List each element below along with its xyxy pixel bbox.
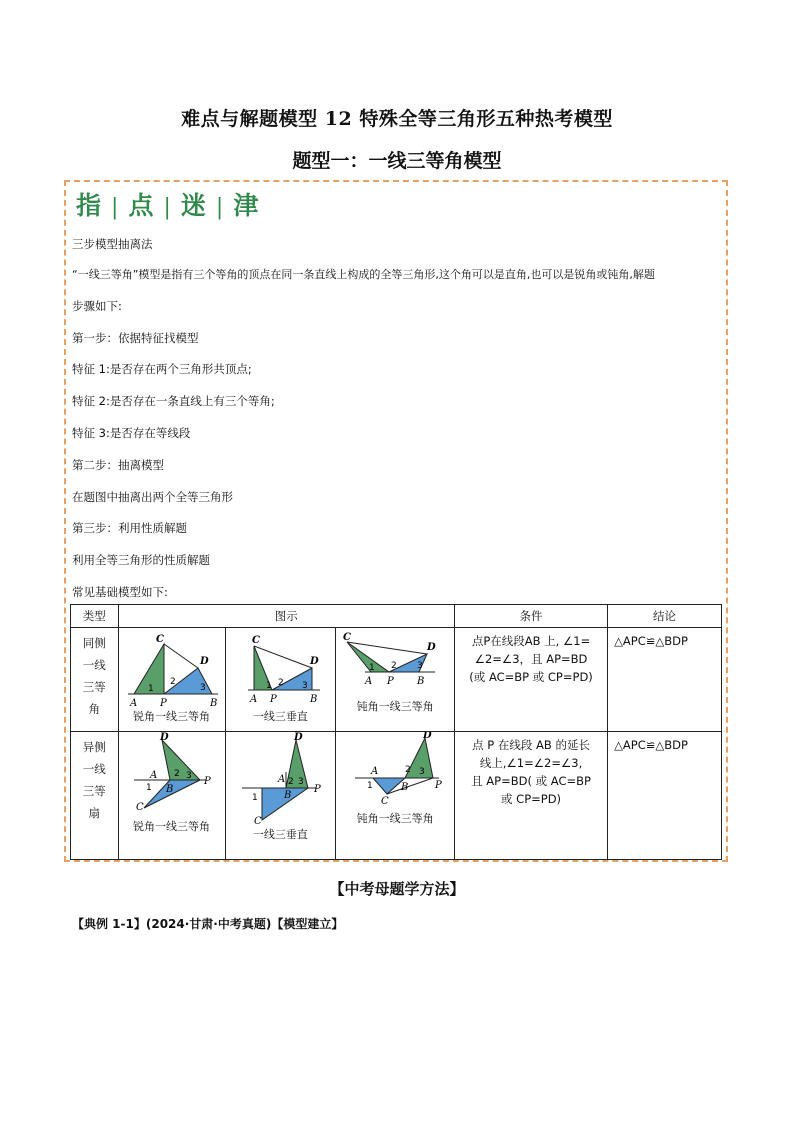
label-b: B	[209, 698, 217, 709]
label-b: B	[310, 694, 318, 705]
label-angle-2: 2	[391, 661, 397, 671]
label-p: P	[159, 698, 167, 709]
type-char: 扇	[88, 806, 101, 820]
label-d: D	[199, 656, 209, 667]
type-char: 一线	[82, 658, 106, 672]
label-a: A	[149, 770, 157, 781]
label-angle-3: 3	[302, 681, 309, 691]
type-char: 异侧	[82, 740, 106, 754]
condition-line: 线上,∠1=∠2=∠3,	[479, 756, 583, 770]
body-line: 在题图中抽离出两个全等三角形	[72, 490, 233, 504]
label-angle-3: 3	[185, 771, 192, 781]
label-c: C	[381, 796, 389, 807]
label-angle-1: 1	[252, 793, 259, 803]
figure-cell	[336, 628, 455, 732]
acute-same-side-figure	[120, 628, 224, 710]
label-b: B	[417, 676, 425, 687]
condition-line: (或 AC=BP 或 CP=PD)	[469, 670, 593, 684]
models-table	[70, 604, 722, 860]
label-a: A	[365, 676, 373, 687]
conclusion-cell: △APC≌△BDP	[608, 628, 722, 732]
section-heading: 【中考母题学方法】	[329, 880, 465, 898]
body-line: 三步模型抽离法	[72, 237, 153, 251]
table-header-row	[71, 605, 722, 628]
body-line: 特征 2:是否存在一条直线上有三个等角;	[72, 394, 275, 408]
condition-line: 或 CP=PD)	[501, 792, 562, 806]
label-d: D	[159, 732, 169, 743]
label-c: C	[252, 635, 261, 646]
header-type: 类型	[71, 605, 119, 628]
table-row	[71, 628, 722, 732]
label-angle-1: 1	[147, 684, 154, 694]
body-line: 特征 3:是否存在等线段	[72, 426, 191, 440]
label-angle-1: 1	[367, 781, 373, 791]
type-char: 角	[88, 702, 101, 716]
type-char: 一线	[82, 762, 106, 776]
label-d: D	[310, 656, 320, 667]
label-angle-2: 2	[278, 678, 285, 688]
perpendicular-opposite-side-figure	[228, 732, 332, 828]
figure-cell	[225, 732, 336, 860]
label-angle-1: 1	[369, 663, 375, 673]
condition-line: 点 P 在线段 AB 的延长	[472, 738, 590, 752]
label-a: A	[278, 774, 286, 785]
label-a: A	[250, 694, 258, 705]
label-d: D	[427, 642, 436, 653]
condition-cell	[455, 732, 608, 860]
label-d: D	[294, 732, 304, 743]
condition-cell	[455, 628, 608, 732]
label-c: C	[155, 634, 164, 645]
figure-cell	[118, 732, 225, 860]
condition-line: ∠2=∠3，且 AP=BD	[474, 652, 588, 666]
figure-cell	[118, 628, 225, 732]
type-char: 同侧	[82, 636, 106, 650]
banner-char: 迷	[180, 191, 208, 220]
type-char: 三等	[82, 680, 106, 694]
label-p: P	[270, 694, 278, 705]
label-b: B	[165, 784, 173, 795]
header-conclusion: 结论	[608, 605, 722, 628]
label-p: P	[314, 784, 322, 795]
figure-caption: 一线三垂直	[252, 710, 308, 723]
label-angle-3: 3	[419, 767, 425, 777]
banner-char: 点	[128, 191, 156, 220]
label-c: C	[343, 632, 352, 643]
type-cell	[71, 732, 119, 860]
label-angle-3: 3	[199, 683, 206, 693]
condition-line: 且 AP=BD( 或 AC=BP	[471, 774, 591, 788]
figure-caption: 钝角一线三等角	[356, 812, 434, 825]
label-p: P	[435, 780, 442, 791]
type-cell	[71, 628, 119, 732]
label-d: D	[423, 732, 432, 741]
body-line: 第三步：利用性质解题	[72, 521, 187, 535]
header-figure: 图示	[118, 605, 454, 628]
conclusion-cell: △APC≌△BDP	[608, 732, 722, 860]
label-angle-2: 2	[405, 765, 411, 775]
condition-line: 点P在线段AB 上, ∠1=	[471, 634, 591, 648]
figure-caption: 锐角一线三等角	[133, 710, 211, 723]
body-line: 第一步：依据特征找模型	[72, 331, 199, 345]
label-angle-2: 2	[169, 677, 176, 687]
body-line: 第二步：抽离模型	[72, 458, 164, 472]
label-c: C	[254, 816, 263, 827]
perpendicular-same-side-figure	[228, 628, 332, 710]
body-line: 步骤如下:	[72, 299, 122, 313]
label-b: B	[284, 790, 292, 801]
label-angle-1: 1	[266, 681, 273, 691]
label-a: A	[129, 698, 137, 709]
body-line: 利用全等三角形的性质解题	[72, 553, 210, 567]
label-angle-2: 2	[173, 769, 180, 779]
page-title: 难点与解题模型 12 特殊全等三角形五种热考模型	[181, 108, 613, 130]
tips-banner: 指 | 点 | 迷 | 津	[76, 191, 261, 220]
label-angle-3: 3	[417, 661, 423, 671]
figure-cell	[336, 732, 455, 860]
label-angle-3: 3	[298, 777, 305, 787]
example-label: 【典例 1-1】(2024·甘肃·中考真题)【模型建立】	[72, 917, 344, 931]
acute-opposite-side-figure	[120, 732, 224, 820]
body-line: 特征 1:是否存在两个三角形共顶点;	[72, 362, 252, 376]
banner-char: 津	[233, 191, 261, 220]
figure-caption: 钝角一线三等角	[356, 700, 434, 713]
label-p: P	[203, 776, 211, 787]
label-angle-1: 1	[145, 783, 152, 793]
table-row	[71, 732, 722, 860]
obtuse-opposite-side-figure	[339, 732, 451, 812]
figure-caption: 锐角一线三等角	[133, 820, 211, 833]
label-angle-2: 2	[288, 777, 295, 787]
label-c: C	[135, 802, 144, 813]
body-line: “一线三等角”模型是指有三个等角的顶点在同一条直线上构成的全等三角形,这个角可以是直角,也可以是锐角或钝角,解题	[72, 268, 655, 281]
header-condition: 条件	[455, 605, 608, 628]
figure-cell	[225, 628, 336, 732]
label-a: A	[371, 766, 379, 777]
obtuse-same-side-figure	[339, 628, 451, 700]
type-char: 三等	[82, 784, 106, 798]
label-p: P	[387, 676, 394, 687]
banner-char: 指	[76, 191, 104, 220]
page-subtitle: 题型一：一线三等角模型	[292, 150, 502, 172]
figure-caption: 一线三垂直	[252, 828, 308, 841]
label-b: B	[401, 782, 409, 793]
body-line: 常见基础模型如下:	[72, 585, 168, 599]
